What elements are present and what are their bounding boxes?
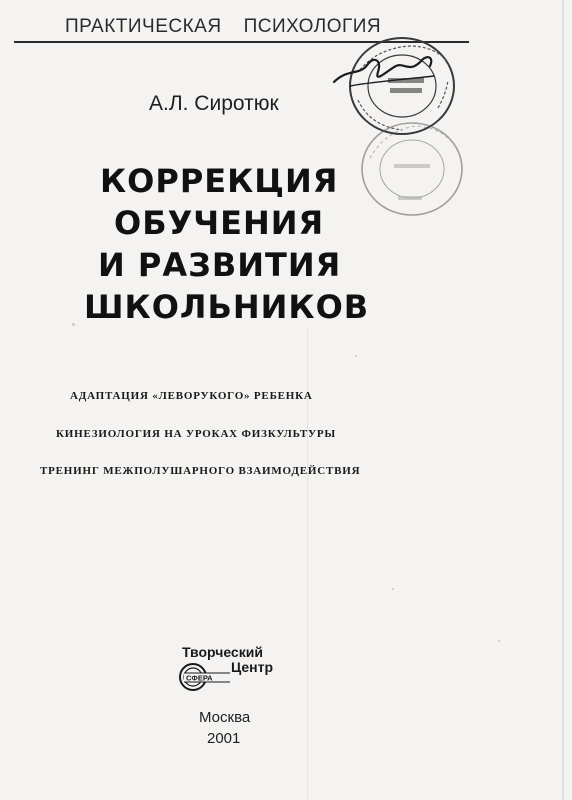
- book-title-line-4: ШКОЛЬНИКОВ: [84, 288, 370, 326]
- publisher-logo-text: СФЕРА: [186, 673, 213, 683]
- series-title-part1: ПРАКТИЧЕСКАЯ: [65, 16, 222, 37]
- scan-speck: [498, 640, 500, 642]
- publication-year: 2001: [207, 730, 241, 747]
- publisher-block: [178, 644, 288, 692]
- publisher-name-line-1: Творческий: [182, 644, 263, 660]
- series-title-part2: ПСИХОЛОГИЯ: [243, 16, 382, 37]
- book-title-line-1: КОРРЕКЦИЯ: [100, 162, 339, 200]
- scan-page-edge: [562, 0, 564, 800]
- scan-speck: [392, 588, 394, 590]
- publisher-logo-icon: [178, 662, 232, 692]
- subtitle-topic: ТРЕНИНГ МЕЖПОЛУШАРНОГО ВЗАИМОДЕЙСТВИЯ: [40, 465, 361, 477]
- publisher-name-line-2: Центр: [231, 659, 274, 675]
- scan-speck: [355, 355, 357, 357]
- book-title: [84, 160, 369, 328]
- book-title-line-3: И РАЗВИТИЯ: [98, 246, 342, 284]
- faded-stamp-icon: [356, 118, 468, 220]
- author-name: А.Л. Сиротюк: [149, 92, 279, 115]
- subtitle-topic: АДАПТАЦИЯ «ЛЕВОРУКОГО» РЕБЕНКА: [70, 390, 313, 402]
- book-title-line-2: ОБУЧЕНИЯ: [114, 204, 325, 242]
- publication-city: Москва: [199, 709, 251, 726]
- scan-speck: [72, 323, 75, 326]
- subtitle-topic: КИНЕЗИОЛОГИЯ НА УРОКАХ ФИЗКУЛЬТУРЫ: [56, 428, 337, 440]
